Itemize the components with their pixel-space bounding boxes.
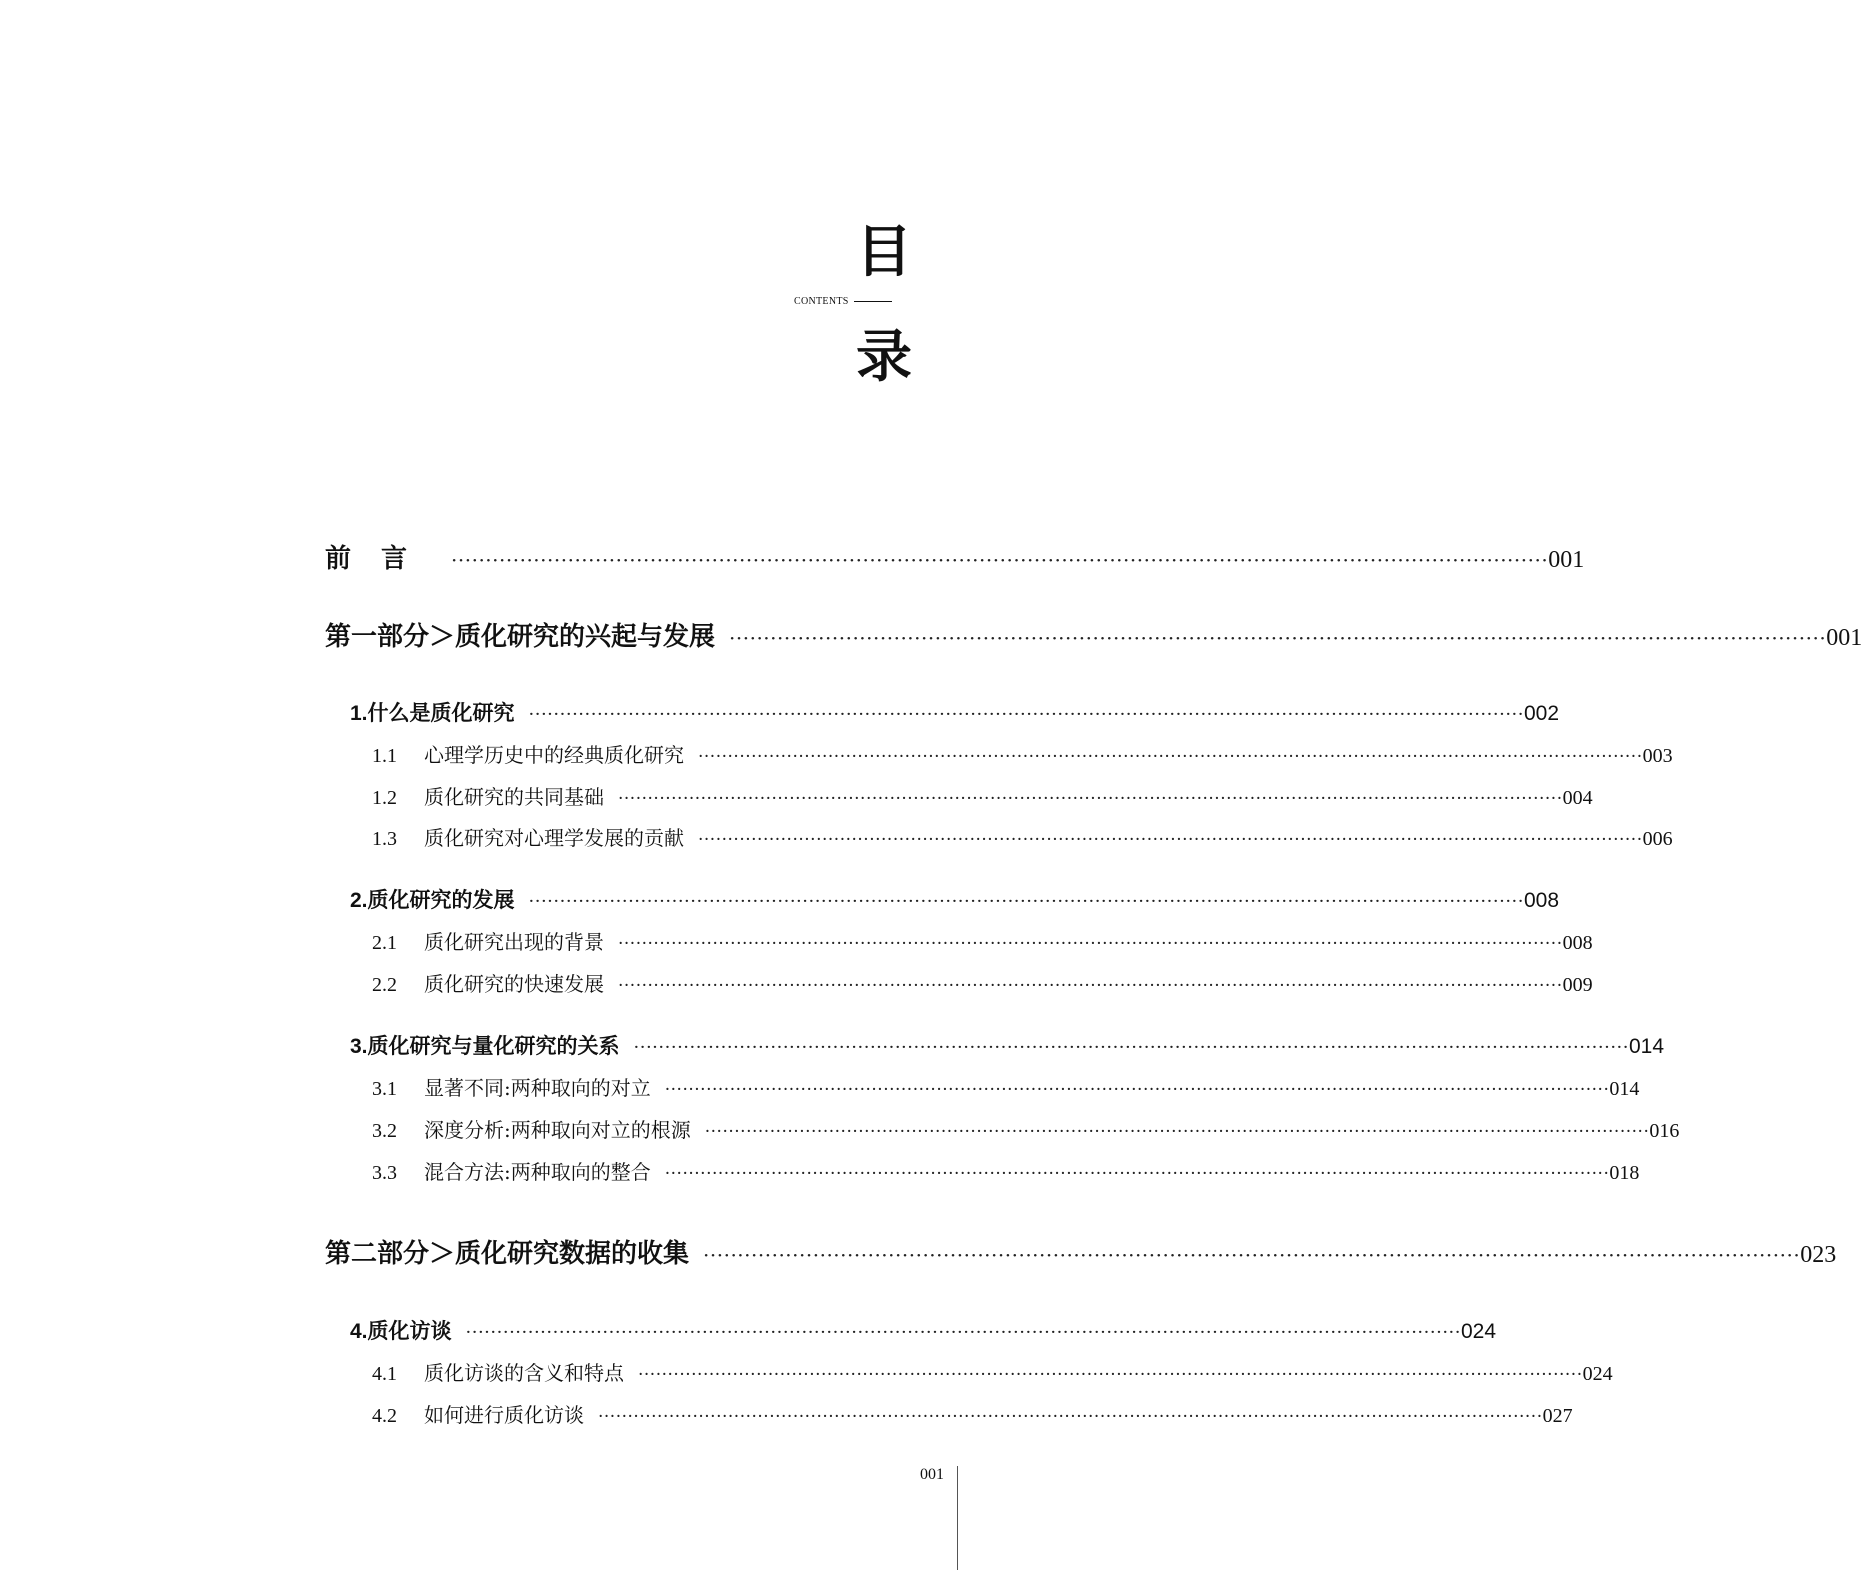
section-title: 质化研究的快速发展 <box>424 972 604 996</box>
leader-dots: ································································································································································ <box>698 747 1643 767</box>
toc-entry-page: 016 <box>1649 1120 1680 1142</box>
title-char-mu: 目 <box>856 219 912 285</box>
section-number: 3.1 <box>372 1078 397 1100</box>
leader-dots: ································································································································································ <box>465 1322 1461 1343</box>
toc-entry-section-2-1[interactable] <box>372 926 1593 955</box>
toc-entry-page: 027 <box>1542 1405 1573 1427</box>
section-title: 心理学历史中的经典质化研究 <box>424 743 684 767</box>
toc-entry-chapter-1[interactable] <box>350 697 1560 727</box>
contents-label: CONTENTS <box>794 296 849 307</box>
section-number: 2.1 <box>372 932 397 954</box>
toc-entry-section-3-2[interactable] <box>372 1114 1680 1143</box>
toc-entry-section-1-1[interactable] <box>372 739 1673 768</box>
section-title: 质化研究对心理学发展的贡献 <box>424 826 684 850</box>
contents-row <box>794 296 892 307</box>
leader-dots: ································································································································································ <box>729 626 1827 650</box>
title-char-lu: 录 <box>856 324 912 390</box>
toc-entry-page: 024 <box>1582 1363 1613 1385</box>
toc-entry-chapter-3[interactable] <box>350 1030 1665 1060</box>
section-number: 3.2 <box>372 1120 397 1142</box>
toc-entry-page: 008 <box>1562 932 1593 954</box>
toc-entry-section-3-3[interactable] <box>372 1156 1640 1185</box>
toc-entry-label: 1.什么是质化研究 <box>350 702 515 725</box>
leader-dots: ································································································································································ <box>664 1080 1610 1100</box>
leader-dots: ································································································································································ <box>633 1037 1629 1058</box>
section-number: 4.1 <box>372 1363 397 1385</box>
toc-entry-section-1-3[interactable] <box>372 822 1673 851</box>
contents-rule <box>854 301 892 302</box>
toc-entry-label: 2.质化研究的发展 <box>350 889 515 912</box>
section-number: 1.2 <box>372 787 397 809</box>
leader-dots: ································································································································································ <box>528 891 1524 912</box>
toc-entry-page: 001 <box>1548 547 1585 573</box>
toc-entry-label: 第一部分＞质化研究的兴起与发展 <box>325 622 716 652</box>
toc-entry-page: 014 <box>1628 1035 1665 1058</box>
toc-entry-label: 4.质化访谈 <box>350 1320 452 1343</box>
section-title: 质化研究的共同基础 <box>424 785 604 809</box>
leader-dots: ································································································································································ <box>698 830 1643 850</box>
section-title: 深度分析:两种取向对立的根源 <box>424 1118 691 1142</box>
leader-dots: ································································································································································ <box>703 1243 1801 1267</box>
toc-entry-section-2-2[interactable] <box>372 968 1593 997</box>
leader-dots: ································································································································································ <box>618 934 1563 954</box>
toc-entry-chapter-4[interactable] <box>350 1315 1497 1345</box>
section-number: 1.3 <box>372 828 397 850</box>
toc-entry-page: 014 <box>1609 1078 1640 1100</box>
leader-dots: ································································································································································ <box>664 1164 1610 1184</box>
toc-entry-part-1[interactable] <box>325 616 1862 653</box>
toc-entry-page: 001 <box>1826 625 1862 651</box>
toc-entry-preface[interactable] <box>325 538 1585 575</box>
page-number: 001 <box>920 1466 944 1483</box>
toc-entry-section-4-2[interactable] <box>372 1399 1573 1428</box>
leader-dots: ································································································································································ <box>618 976 1563 996</box>
toc-entry-section-1-2[interactable] <box>372 781 1593 810</box>
toc-entry-label: 3.质化研究与量化研究的关系 <box>350 1035 620 1058</box>
toc-entry-section-4-1[interactable] <box>372 1357 1613 1386</box>
toc-entry-label: 第二部分＞质化研究数据的收集 <box>325 1239 690 1269</box>
toc-entry-page: 008 <box>1523 889 1560 912</box>
section-number: 3.3 <box>372 1162 397 1184</box>
toc-entry-page: 002 <box>1523 702 1560 725</box>
section-number: 4.2 <box>372 1405 397 1427</box>
toc-title <box>760 220 910 390</box>
toc-entry-page: 009 <box>1562 974 1593 996</box>
section-title: 显著不同:两种取向的对立 <box>424 1076 651 1100</box>
toc-entry-page: 024 <box>1460 1320 1497 1343</box>
leader-dots: ································································································································································ <box>704 1122 1650 1142</box>
toc-entry-section-3-1[interactable] <box>372 1072 1640 1101</box>
leader-dots: ································································································································································ <box>528 704 1524 725</box>
leader-dots: ································································································································································ <box>451 548 1549 572</box>
toc-entry-page: 023 <box>1800 1242 1837 1268</box>
section-title: 质化研究出现的背景 <box>424 930 604 954</box>
section-title: 如何进行质化访谈 <box>424 1403 584 1427</box>
toc-entry-page: 006 <box>1642 828 1673 850</box>
toc-entry-page: 004 <box>1562 787 1593 809</box>
section-title: 混合方法:两种取向的整合 <box>424 1160 651 1184</box>
section-number: 1.1 <box>372 745 397 767</box>
leader-dots: ································································································································································ <box>618 789 1563 809</box>
toc-entry-chapter-2[interactable] <box>350 884 1560 914</box>
section-number: 2.2 <box>372 974 397 996</box>
toc-entry-label: 前言 <box>325 544 438 574</box>
toc-entry-part-2[interactable] <box>325 1233 1837 1270</box>
leader-dots: ································································································································································ <box>598 1407 1543 1427</box>
footer-rule <box>957 1466 958 1570</box>
toc-entry-page: 003 <box>1642 745 1673 767</box>
section-title: 质化访谈的含义和特点 <box>424 1361 624 1385</box>
leader-dots: ································································································································································ <box>638 1365 1583 1385</box>
toc-entry-page: 018 <box>1609 1162 1640 1184</box>
